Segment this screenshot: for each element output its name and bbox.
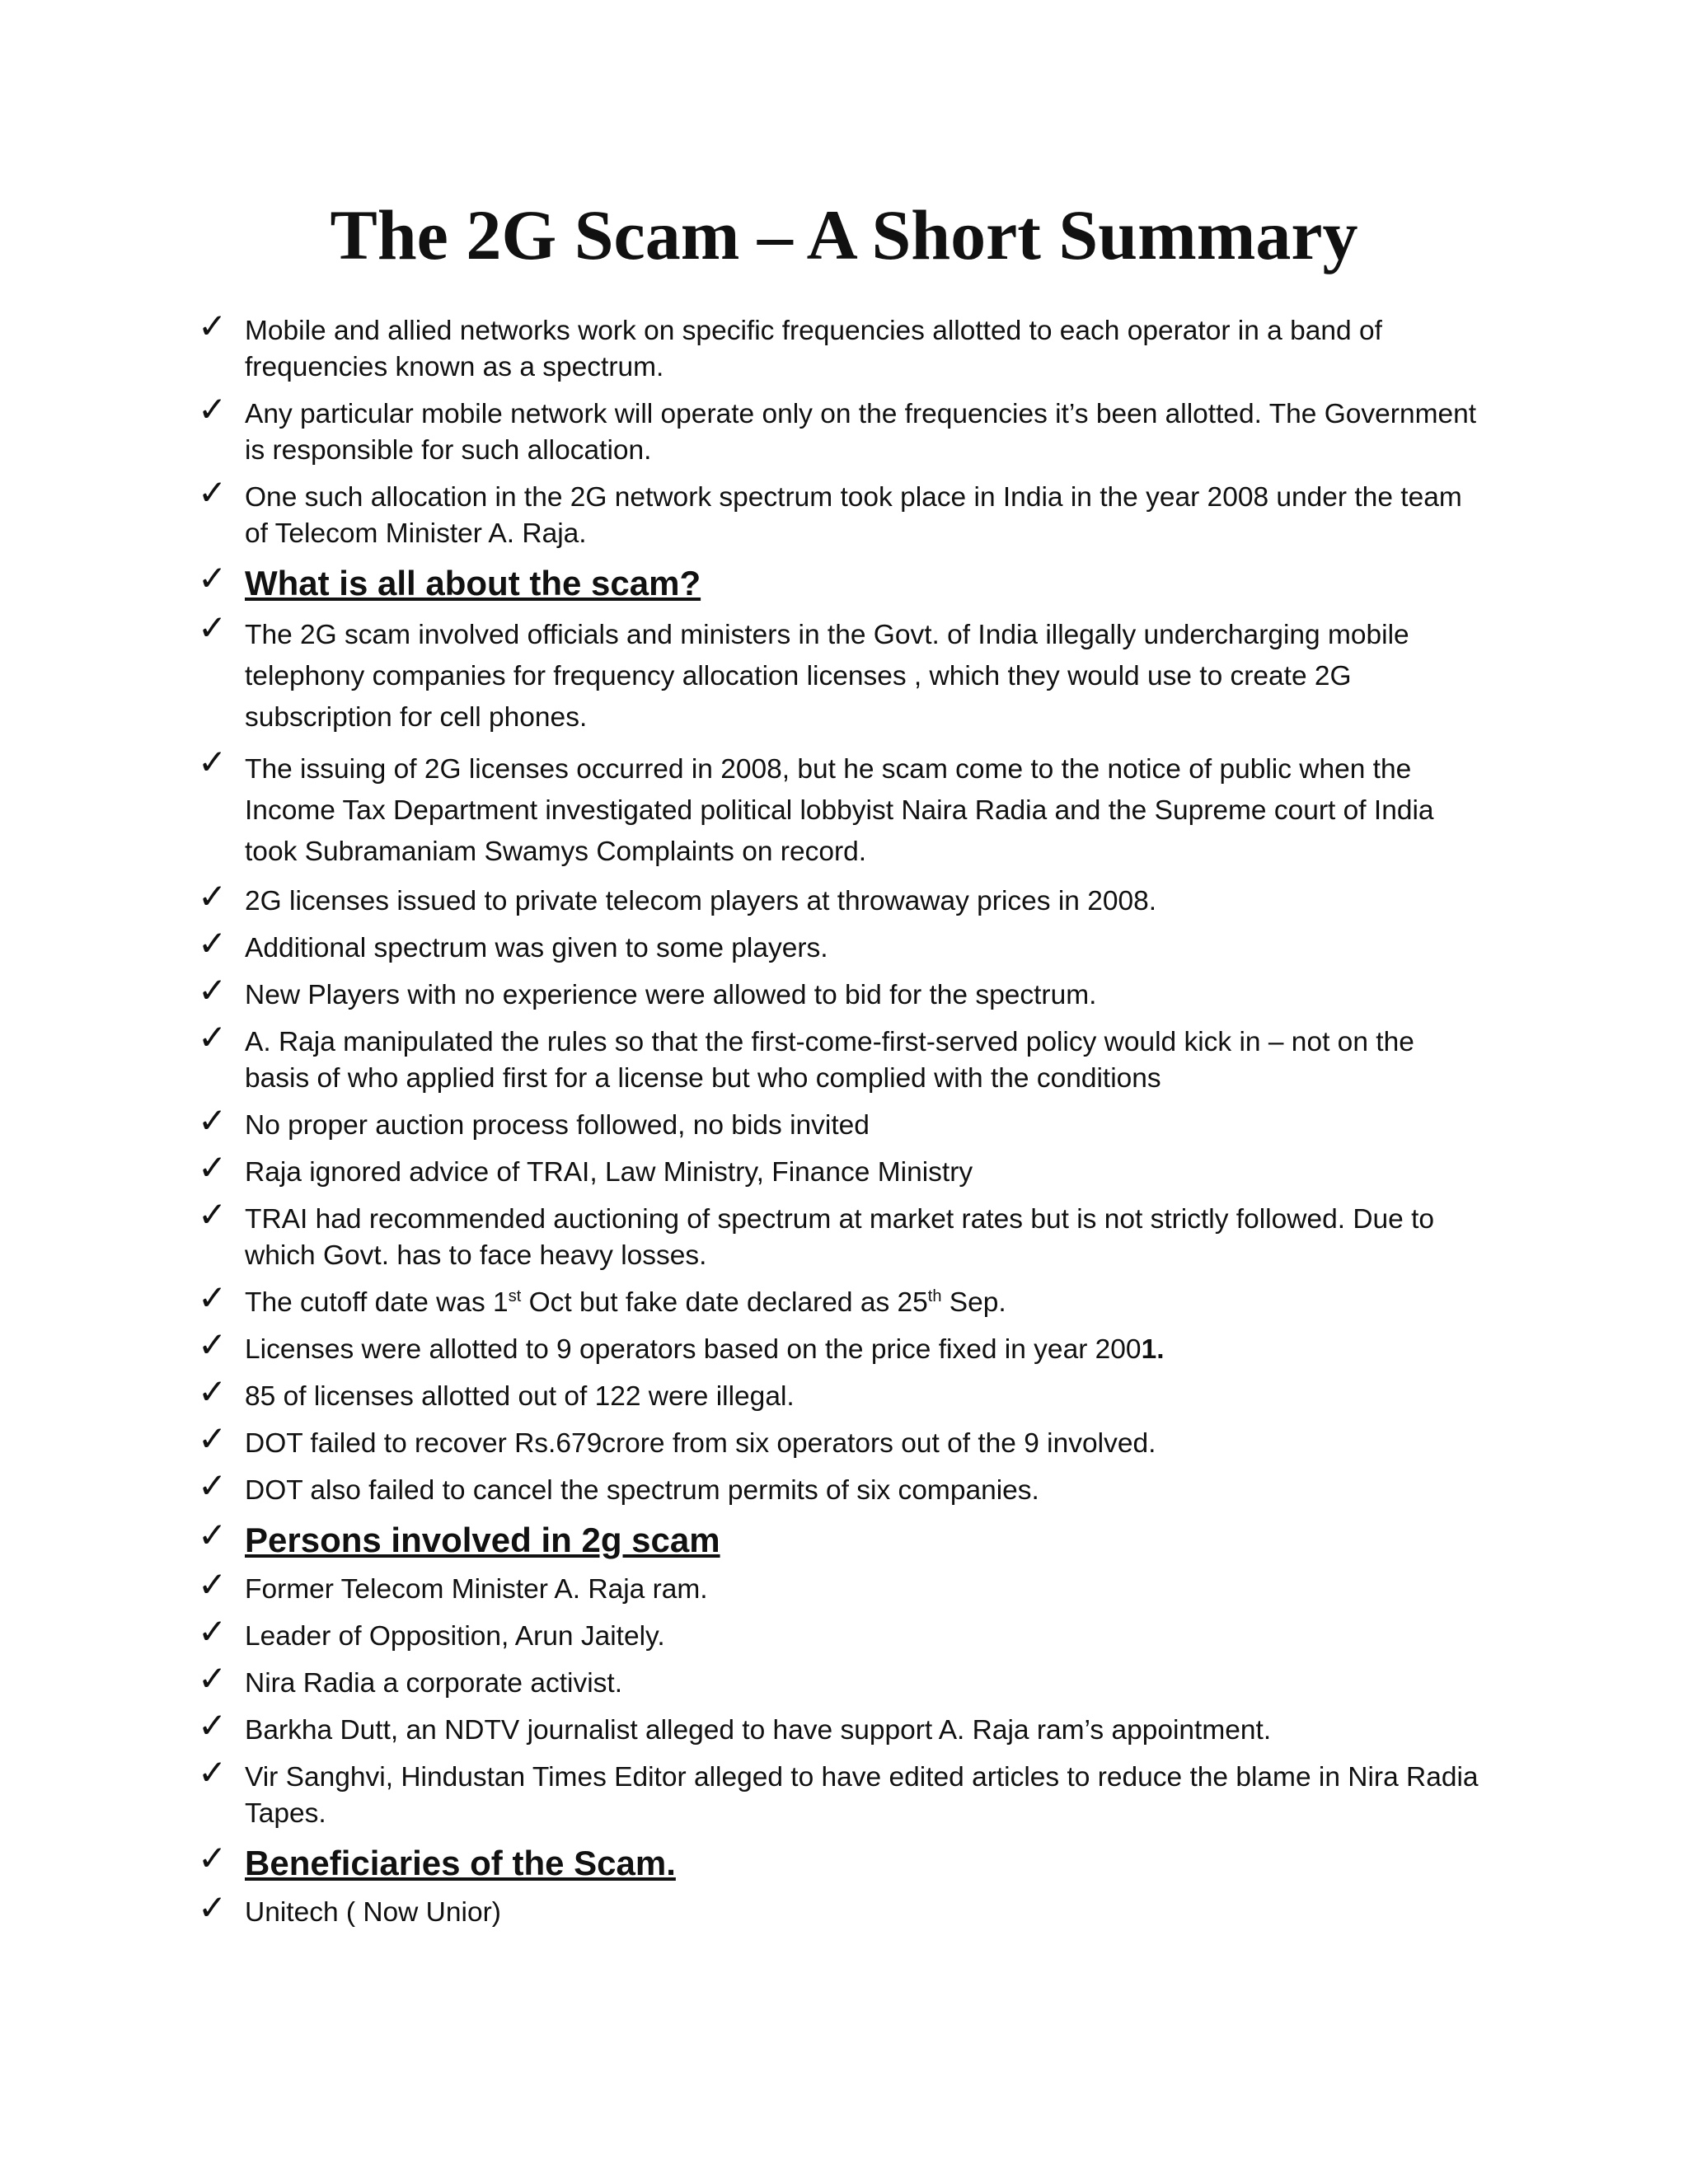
checkmark-icon: ✓: [198, 970, 227, 1010]
list-item: [198, 472, 1484, 552]
item-text: DOT also failed to cancel the spectrum permits of six companies.: [245, 1475, 1039, 1506]
list-item: [198, 607, 1484, 738]
item-text: Unitech ( Now Unior): [245, 1897, 501, 1928]
checkmark-icon: ✓: [198, 1515, 227, 1555]
bullet-list: [198, 306, 1484, 1942]
list-item: [198, 1887, 1484, 1931]
item-text: DOT failed to recover Rs.679crore from six operators out of the 9 involved.: [245, 1428, 1156, 1459]
checkmark-icon: ✓: [198, 607, 227, 648]
item-text: Mobile and allied networks work on specific frequencies allotted to each operator in a band of frequencies known as a spectrum.: [245, 316, 1382, 382]
item-text: Vir Sanghvi, Hindustan Times Editor alleged to have edited articles to reduce the blame in Nira Radia Tapes.: [245, 1762, 1479, 1829]
item-text: Additional spectrum was given to some players.: [245, 933, 828, 963]
item-text: One such allocation in the 2G network spectrum took place in India in the year 2008 under the team of Telecom Minister A. Raja.: [245, 482, 1462, 549]
checkmark-icon: ✓: [198, 1147, 227, 1188]
list-item: [198, 1611, 1484, 1655]
checkmark-icon: ✓: [198, 1418, 227, 1459]
list-item: [198, 389, 1484, 469]
item-text: Barkha Dutt, an NDTV journalist alleged to have support A. Raja ram’s appointment.: [245, 1715, 1272, 1746]
cutoff-sup-th: th: [927, 1286, 942, 1305]
checkmark-icon: ✓: [198, 876, 227, 916]
licenses-text: Licenses were allotted to 9 operators based on the price fixed in year 200: [245, 1334, 1142, 1365]
checkmark-icon: ✓: [198, 1465, 227, 1506]
checkmark-icon: ✓: [198, 1752, 227, 1793]
checkmark-icon: ✓: [198, 1324, 227, 1365]
list-item: [198, 1147, 1484, 1191]
checkmark-icon: ✓: [198, 306, 227, 346]
checkmark-icon: ✓: [198, 1705, 227, 1746]
checkmark-icon: ✓: [198, 1838, 227, 1878]
section-heading: What is all about the scam?: [245, 564, 701, 602]
licenses-bold-suffix: 1.: [1141, 1334, 1165, 1365]
list-item: [198, 1465, 1484, 1509]
section-heading-item: [198, 558, 1484, 604]
list-item: [198, 1564, 1484, 1608]
checkmark-icon: ✓: [198, 1658, 227, 1699]
checkmark-icon: ✓: [198, 742, 227, 782]
list-item: [198, 1100, 1484, 1144]
item-text: 2G licenses issued to private telecom players at throwaway prices in 2008.: [245, 886, 1157, 916]
list-item: [198, 1705, 1484, 1749]
checkmark-icon: ✓: [198, 472, 227, 513]
checkmark-icon: ✓: [198, 558, 227, 598]
item-text: [245, 1285, 1484, 1321]
section-heading: Beneficiaries of the Scam.: [245, 1844, 676, 1882]
section-heading: Persons involved in 2g scam: [245, 1521, 720, 1559]
checkmark-icon: ✓: [198, 1100, 227, 1141]
cutoff-text-b: Oct but fake date declared as 25: [521, 1287, 928, 1318]
item-text: Raja ignored advice of TRAI, Law Ministry, Finance Ministry: [245, 1157, 973, 1188]
cutoff-text-a: The cutoff date was 1: [245, 1287, 509, 1318]
checkmark-icon: ✓: [198, 1017, 227, 1057]
list-item: [198, 742, 1484, 873]
checkmark-icon: ✓: [198, 1611, 227, 1652]
checkmark-icon: ✓: [198, 1277, 227, 1318]
cutoff-sup-st: st: [508, 1286, 522, 1305]
list-item: [198, 1194, 1484, 1274]
list-item: [198, 1752, 1484, 1832]
checkmark-icon: ✓: [198, 1887, 227, 1928]
list-item: [198, 1324, 1484, 1368]
list-item: [198, 1017, 1484, 1097]
list-item: [198, 970, 1484, 1014]
checkmark-icon: ✓: [198, 1194, 227, 1235]
section-heading-item: [198, 1515, 1484, 1561]
list-item: [198, 306, 1484, 386]
checkmark-icon: ✓: [198, 1371, 227, 1412]
checkmark-icon: ✓: [198, 1564, 227, 1605]
item-text: No proper auction process followed, no bids invited: [245, 1110, 870, 1141]
list-item: [198, 1418, 1484, 1462]
item-text: Former Telecom Minister A. Raja ram.: [245, 1574, 708, 1605]
list-item: [198, 1658, 1484, 1702]
item-text: Any particular mobile network will operate only on the frequencies it’s been allotted. The Government is responsible for such allocation.: [245, 399, 1477, 466]
item-text: A. Raja manipulated the rules so that the first-come-first-served policy would kick in – not on the basis of who applied first for a license but who complied with the conditions: [245, 1027, 1414, 1094]
section-heading-item: [198, 1838, 1484, 1884]
list-item: [198, 1277, 1484, 1321]
list-item: [198, 1371, 1484, 1415]
page-title: The 2G Scam – A Short Summary: [330, 195, 1358, 274]
item-text: Nira Radia a corporate activist.: [245, 1668, 623, 1699]
cutoff-text-c: Sep.: [941, 1287, 1006, 1318]
checkmark-icon: ✓: [198, 923, 227, 963]
list-item: [198, 923, 1484, 967]
item-text: [245, 1332, 1484, 1368]
item-text: New Players with no experience were allowed to bid for the spectrum.: [245, 980, 1097, 1010]
item-text: TRAI had recommended auctioning of spectrum at market rates but is not strictly followed. Due to which Govt. has to face heavy losses.: [245, 1204, 1435, 1271]
checkmark-icon: ✓: [198, 389, 227, 429]
item-text: Leader of Opposition, Arun Jaitely.: [245, 1621, 665, 1652]
item-text: 85 of licenses allotted out of 122 were illegal.: [245, 1381, 795, 1412]
list-item: [198, 876, 1484, 920]
item-text: The issuing of 2G licenses occurred in 2008, but he scam come to the notice of public when the Income Tax Department investigated political lobbyist Naira Radia and the Supreme court of India took Subramaniam Swamys Complaints on record.: [245, 754, 1434, 867]
item-text: The 2G scam involved officials and ministers in the Govt. of India illegally undercharging mobile telephony companies for frequency allocation licenses , which they would use to create 2G subscription for cell phones.: [245, 620, 1409, 733]
